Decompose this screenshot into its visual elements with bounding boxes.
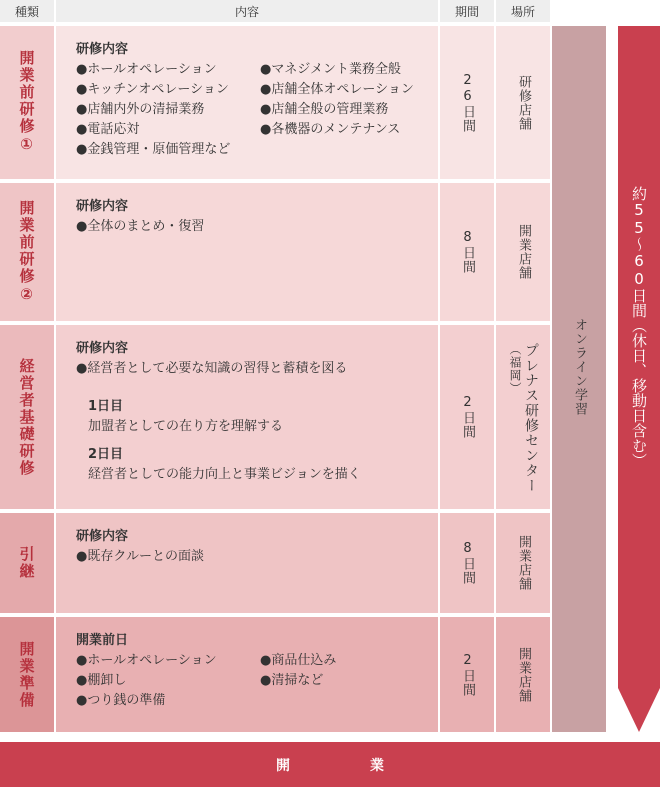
list-item: ●電話応対 [76, 122, 140, 137]
list-item: ●棚卸し [76, 673, 127, 688]
row2-content [56, 183, 438, 321]
row5-kind-label: 開業準備 [17, 640, 36, 709]
row2-kind-label: 開業前研修② [17, 199, 36, 305]
row3-place-group [507, 343, 539, 493]
row5-period-value: 2日間 [460, 652, 475, 697]
row3-period-value: 2日間 [460, 395, 475, 439]
list-item: ●店舗全体オペレーション [260, 82, 414, 97]
row4-period-value: 8日間 [460, 541, 475, 585]
opening-bar [0, 742, 660, 787]
duration-label-wrap [618, 186, 660, 468]
list-item: ●金銭管理・原価管理など [76, 142, 231, 157]
row3-content [56, 325, 438, 509]
list-item: ●マネジメント業務全般 [260, 62, 401, 77]
row1-right-list [260, 60, 440, 160]
row4-kind-label: 引継 [17, 546, 36, 580]
row3-day2-title: 2日目 [88, 447, 124, 462]
row3-day1-title: 1日目 [88, 399, 124, 414]
online-learning-column [552, 26, 606, 732]
list-item: ●店舗全般の管理業務 [260, 102, 389, 117]
header-content: 内容 [56, 0, 438, 22]
row1-items [76, 60, 438, 160]
row5-left-list [76, 651, 260, 711]
row4-period [440, 513, 494, 613]
list-item: ●清掃など [260, 673, 324, 688]
list-item: ●商品仕込み [260, 653, 337, 668]
row3-period [440, 325, 494, 509]
list-item: ●既存クルーとの面談 [76, 549, 204, 564]
row1-kind-label: 開業前研修① [17, 50, 36, 155]
list-item: ●ホールオペレーション [76, 62, 217, 77]
row2-period-value: 8日間 [460, 230, 475, 274]
online-learning-label: オンライン学習 [572, 318, 587, 416]
row2-period [440, 183, 494, 321]
row2-kind [0, 183, 54, 321]
row3-place-value: プレナス研修センター [523, 343, 539, 493]
row5-place [496, 617, 550, 732]
list-item: ●キッチンオペレーション [76, 82, 229, 97]
row5-items [76, 651, 438, 711]
row1-left-list [76, 60, 260, 160]
list-item: ●つり銭の準備 [76, 693, 166, 708]
header-kind: 種類 [0, 0, 54, 22]
header-place: 場所 [496, 0, 550, 22]
list-item: ●ホールオペレーション [76, 653, 217, 668]
list-item: ●店舗内外の清掃業務 [76, 102, 205, 117]
row3-place [496, 325, 550, 509]
list-item: ●全体のまとめ・復習 [76, 219, 205, 234]
row3-title: 研修内容 [76, 341, 129, 356]
row2-title: 研修内容 [76, 199, 129, 214]
duration-label: 約55～60日間（休日、移動日含む） [630, 186, 648, 468]
row1-title: 研修内容 [76, 42, 129, 57]
row3-kind [0, 325, 54, 509]
row5-place-value: 開業店舗 [516, 646, 531, 703]
row5-content [56, 617, 438, 732]
row5-kind [0, 617, 54, 732]
row4-content [56, 513, 438, 613]
row1-place-value: 研修店舗 [516, 74, 531, 131]
opening-label: 開業 [276, 757, 464, 774]
row1-content [56, 26, 438, 179]
row2-place-value: 開業店舗 [516, 224, 531, 280]
row3-day2-text: 経営者としての能力向上と事業ビジョンを描く [88, 467, 361, 482]
row4-kind [0, 513, 54, 613]
row2-place [496, 183, 550, 321]
row4-title: 研修内容 [76, 529, 129, 544]
row1-place [496, 26, 550, 179]
list-item: ●経営者として必要な知識の習得と蓄積を図る [76, 361, 348, 376]
row1-kind [0, 26, 54, 179]
row5-title: 開業前日 [76, 633, 129, 648]
list-item: ●各機器のメンテナンス [260, 122, 401, 137]
row4-place [496, 513, 550, 613]
row5-right-list [260, 651, 440, 711]
row1-period-value: 26日間 [460, 72, 475, 133]
row1-period [440, 26, 494, 179]
row4-place-value: 開業店舗 [516, 535, 531, 591]
row5-period [440, 617, 494, 732]
row3-place-sub: （福岡） [508, 343, 522, 395]
row3-day1-text: 加盟者としての在り方を理解する [88, 419, 284, 434]
header-period: 期間 [440, 0, 494, 22]
row3-kind-label: 経営者基礎研修 [17, 357, 36, 477]
